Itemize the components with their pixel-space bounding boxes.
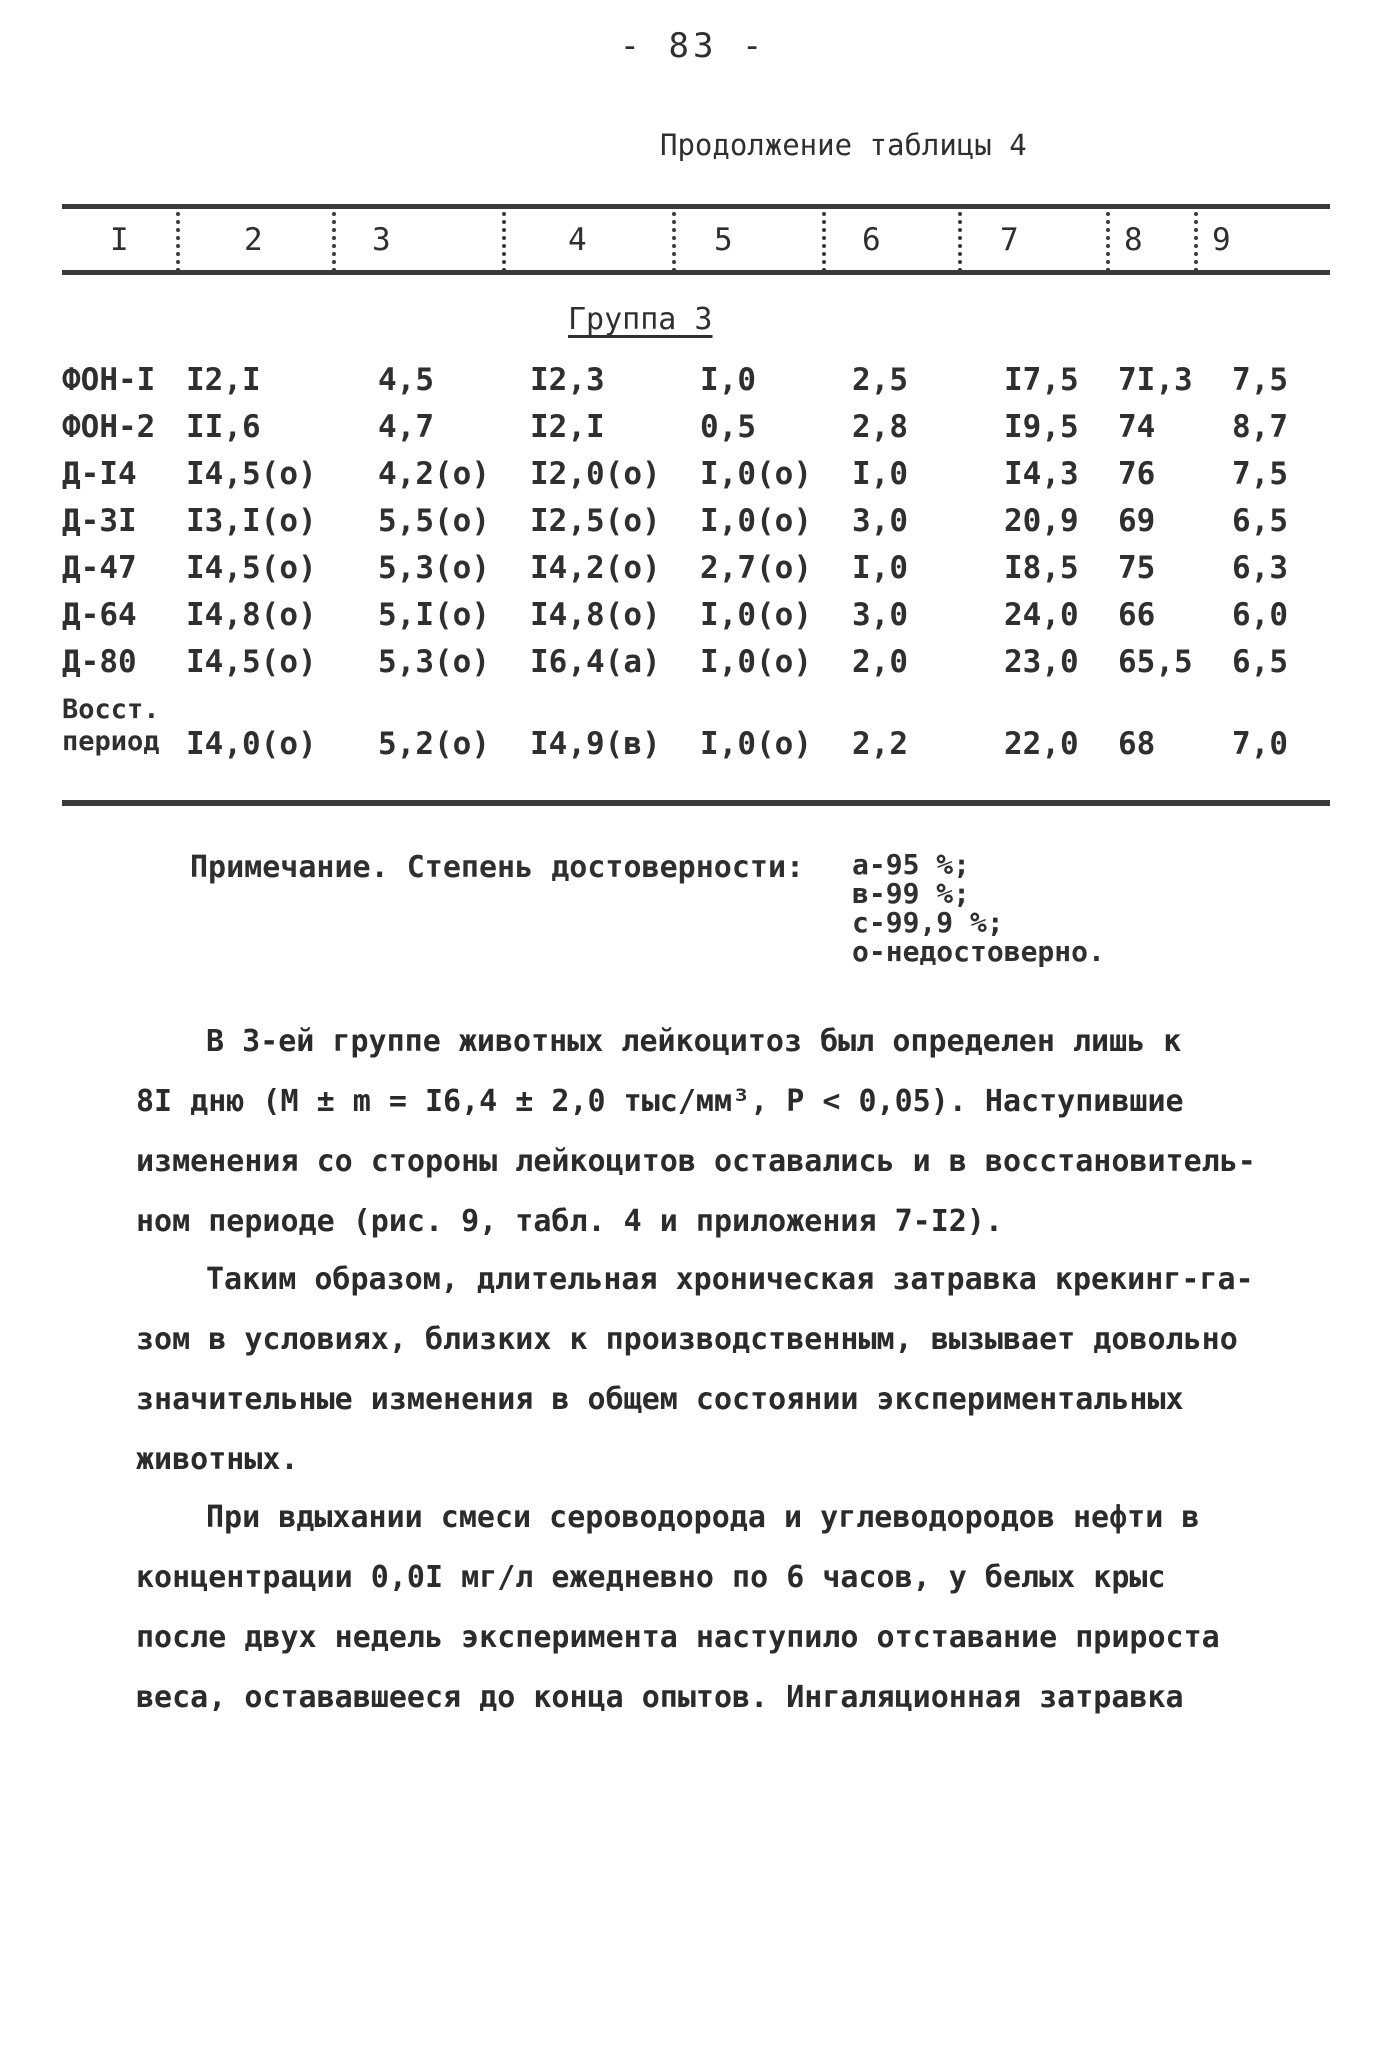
table-cell: 2,2 [852,726,908,762]
paragraph-line: В 3-ей группе животных лейкоцитоз был определен лишь к [206,1024,1182,1059]
table-cell: 23,0 [1004,644,1079,680]
table-cell: I,0(о) [700,597,812,633]
table-cell: 4,5 [378,362,434,398]
header-col-4: 4 [568,222,587,258]
table-cell: 7I,3 [1118,362,1193,398]
header-col-7: 7 [1000,222,1019,258]
table-cell: I,0 [852,456,908,492]
table-cell: I3,I(о) [186,503,317,539]
note-item: в-99 %; [852,877,971,910]
table-cell: 69 [1118,503,1156,539]
table-cell: I2,I [186,362,261,398]
table-cell: I4,2(о) [530,550,661,586]
header-col-2: 2 [244,222,263,258]
column-separator [1194,212,1198,272]
table-cell: I4,8(о) [530,597,661,633]
table-cell: 7,5 [1232,362,1288,398]
column-separator [332,212,336,272]
table-cell: I,0 [852,550,908,586]
table-continuation-caption: Продолжение таблицы 4 [660,128,1027,162]
paragraph-line: При вдыхании смеси сероводорода и углеводородов нефти в [206,1500,1200,1535]
table-cell: 5,3(о) [378,644,490,680]
table-row [0,597,1386,643]
table-cell: I9,5 [1004,409,1079,445]
table-cell: 2,8 [852,409,908,445]
header-col-3: 3 [372,222,391,258]
table-cell: I,0(о) [700,644,812,680]
table-cell: I,0 [700,362,756,398]
table-cell: Д-I4 [62,456,137,492]
table-cell: 2,7(о) [700,550,812,586]
table-cell: I2,0(о) [530,456,661,492]
table-cell: Д-47 [62,550,137,586]
table-bottom-rule [62,800,1330,806]
column-separator [176,212,180,272]
table-cell: 6,3 [1232,550,1288,586]
column-separator [822,212,826,272]
table-row [0,409,1386,455]
table-cell: 24,0 [1004,597,1079,633]
table-cell: 5,5(о) [378,503,490,539]
table-row [0,644,1386,690]
table-cell: Д-3I [62,503,137,539]
table-cell: I7,5 [1004,362,1079,398]
table-header-rule [62,270,1330,275]
table-cell: I4,3 [1004,456,1079,492]
paragraph [136,1488,1286,1728]
table-row [0,362,1386,408]
table-cell: 75 [1118,550,1156,586]
table-cell: 74 [1118,409,1156,445]
table-row [0,550,1386,596]
table-cell: 5,3(о) [378,550,490,586]
note-label: Примечание. Степень достоверности: [190,850,805,885]
column-separator [1106,212,1110,272]
paragraph-line: Таким образом, длительная хроническая затравка крекинг-га- [206,1262,1254,1297]
table-top-rule [62,204,1330,209]
table-row [0,503,1386,549]
paragraph [136,1250,1286,1490]
header-col-6: 6 [862,222,881,258]
table-cell: 4,7 [378,409,434,445]
table-cell: II,6 [186,409,261,445]
note-item: с-99,9 %; [852,906,1004,939]
note-item: а-95 %; [852,848,971,881]
paragraph-line: животных. [136,1442,299,1477]
paragraph-line: зом в условиях, близких к производственным, вызывает довольно [136,1322,1238,1357]
table-cell: 68 [1118,726,1156,762]
table-cell: ФОН-I [62,362,156,398]
table-cell: I2,3 [530,362,605,398]
table-cell: 6,5 [1232,503,1288,539]
paragraph-line: концентрации 0,0I мг/л ежедневно по 6 часов, у белых крыс [136,1560,1166,1595]
column-separator [672,212,676,272]
page-number: - 83 - [619,26,767,66]
table-cell: 6,5 [1232,644,1288,680]
table-row [0,456,1386,502]
header-col-9: 9 [1212,222,1231,258]
table-cell: 22,0 [1004,726,1079,762]
table-cell: I2,5(о) [530,503,661,539]
table-cell: 7,0 [1232,726,1288,762]
paragraph-line: значительные изменения в общем состоянии экспериментальных [136,1382,1184,1417]
table-cell: I4,8(о) [186,597,317,633]
paragraph-line: изменения со стороны лейкоцитов оставались и в восстановитель- [136,1144,1256,1179]
table-cell: 5,2(о) [378,726,490,762]
header-col-5: 5 [714,222,733,258]
table-cell: 20,9 [1004,503,1079,539]
table-cell: 3,0 [852,503,908,539]
table-cell: Восст. период [62,694,160,757]
column-separator [958,212,962,272]
column-separator [502,212,506,272]
table-cell: I,0(о) [700,456,812,492]
note-items [852,850,1105,966]
table-cell: 2,0 [852,644,908,680]
table-cell: Д-80 [62,644,137,680]
paragraph-line: 8I дню (М ± m = I6,4 ± 2,0 тыс/мм³, Р < 0,05). Наступившие [136,1084,1184,1119]
table-cell: I4,5(о) [186,644,317,680]
table-cell: 5,I(о) [378,597,490,633]
table-cell: 6,0 [1232,597,1288,633]
table-cell: I2,I [530,409,605,445]
table-cell: 66 [1118,597,1156,633]
table-cell: 7,5 [1232,456,1288,492]
table-cell: 76 [1118,456,1156,492]
paragraph-line: веса, остававшееся до конца опытов. Ингаляционная затравка [136,1680,1184,1715]
note-item: о-недостоверно. [852,935,1105,968]
table-cell: I4,5(о) [186,550,317,586]
table-cell: ФОН-2 [62,409,156,445]
table-cell: 3,0 [852,597,908,633]
table-row [0,694,1386,772]
table-cell: I,0(о) [700,726,812,762]
table-cell: I,0(о) [700,503,812,539]
table-cell: 0,5 [700,409,756,445]
table-cell: 4,2(о) [378,456,490,492]
table-cell: 8,7 [1232,409,1288,445]
header-col-1: I [110,222,129,258]
table-cell: Д-64 [62,597,137,633]
table-cell: 2,5 [852,362,908,398]
paragraph [136,1012,1286,1252]
table-cell: I6,4(а) [530,644,661,680]
paragraph-line: ном периоде (рис. 9, табл. 4 и приложения 7-I2). [136,1204,1003,1239]
table-cell: I4,9(в) [530,726,661,762]
table-cell: I8,5 [1004,550,1079,586]
table-cell: I4,5(о) [186,456,317,492]
table-cell: I4,0(о) [186,726,317,762]
header-col-8: 8 [1124,222,1143,258]
table-cell: 65,5 [1118,644,1193,680]
paragraph-line: после двух недель эксперимента наступило отставание прироста [136,1620,1220,1655]
group-title: Группа 3 [568,302,713,337]
